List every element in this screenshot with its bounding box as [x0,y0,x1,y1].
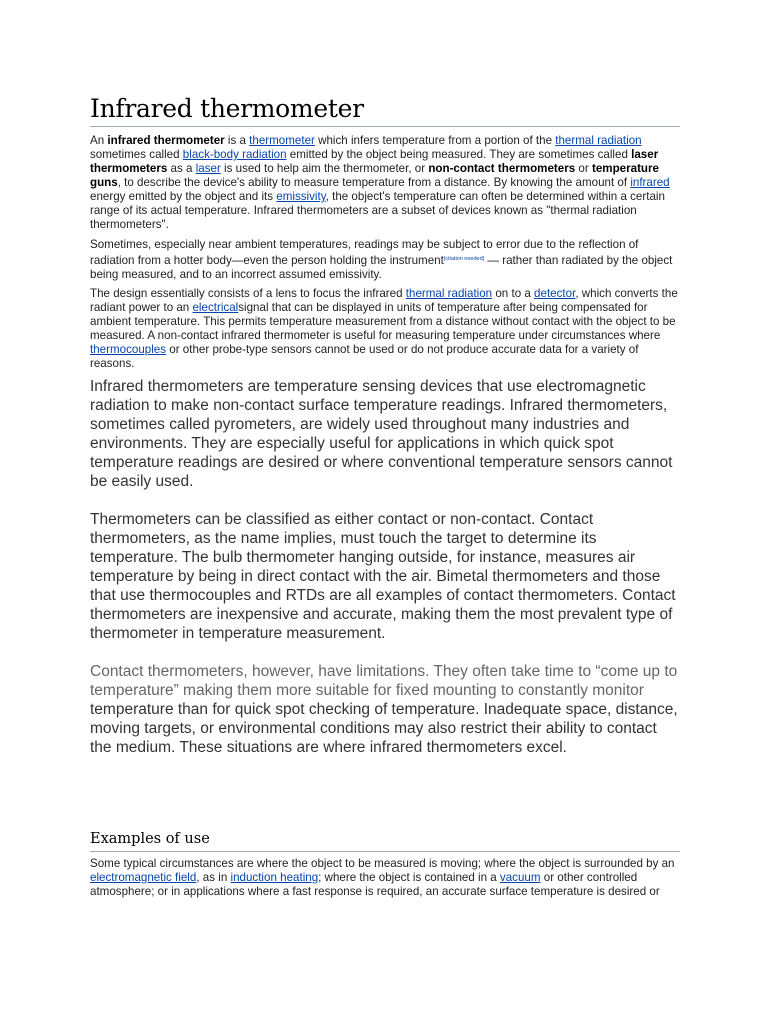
limitations-lead: Contact thermometers, however, have limitations. They often take time to “come up to temperature” making them more suitable for fixed mounting to constantly monitor [90,663,678,699]
page-title: Infrared thermometer [90,0,680,127]
link-laser[interactable]: laser [195,162,221,175]
article [90,0,680,899]
term-temperature-guns: temperature guns [90,162,659,189]
intro-paragraph: An infrared thermometer is a thermometer which infers temperature from a portion of the thermal radiation sometimes called black-body radiation emitted by the object being measured. They are sometimes called laser thermometers as a laser is used to help aim the thermometer, or non-contact thermometers or temperature guns, to describe the device's ability to measure temperature from a distance. By knowing the amount of infrared energy emitted by the object and its emissivity, the object's temperature can often be determined within a certain range of its actual temperature. Infrared thermometers are a subset of devices known as "thermal radiation thermometers". [90,134,670,231]
link-infrared[interactable]: infrared [630,176,670,189]
link-induction-heating[interactable]: induction heating [230,871,319,884]
link-vacuum[interactable]: vacuum [499,871,541,884]
term-laser-thermometers: laser thermometers [90,148,659,175]
term-infrared-thermometer: infrared thermometer [107,134,225,147]
link-electromagnetic-field[interactable]: electromagnetic field [90,871,197,884]
link-electrical[interactable]: electrical [192,301,239,314]
limitations-paragraph: Contact thermometers, however, have limitations. They often take time to “come up to temperature” making them more suitable for fixed mounting to constantly monitor temperature than for quick spot checking of temperature. Inadequate space, distance, moving targets, or environmental conditions may also restrict their ability to contact the medium. These situations are where infrared thermometers excel. [90,663,678,756]
examples-paragraph: Some typical circumstances are where the object to be measured is moving; where the object is surrounded by an electromagnetic field, as in induction heating; where the object is contained in a vacuum or other controlled atmosphere; or in applications where a fast response is required, an accurate surface temperature is desired or [90,857,675,898]
error-paragraph: Sometimes, especially near ambient temperatures, readings may be subject to error due to the reflection of radiation from a hotter body—even the person holding the instrument[citation needed] — rather than radiated by the object being measured, and to an incorrect assumed emissivity. [90,238,673,281]
section-heading-examples: Examples of use [90,830,680,852]
term-non-contact-thermometers: non-contact thermometers [428,162,576,175]
link-black-body-radiation[interactable]: black-body radiation [182,148,287,161]
link-thermometer[interactable]: thermometer [249,134,315,147]
overview-paragraph: Infrared thermometers are temperature sensing devices that use electromagnetic radiation to make non-contact surface temperature readings. Infrared thermometers, sometimes called pyrometers, are widely used throughout many industries and environments. They are especially useful for applications in which quick spot temperature readings are desired or where conventional temperature sensors cannot be easily used. [90,378,673,490]
citation-needed-link[interactable]: [citation needed] [443,256,485,262]
link-thermal-radiation-2[interactable]: thermal radiation [405,287,493,300]
link-thermal-radiation[interactable]: thermal radiation [555,134,642,147]
classification-paragraph: Thermometers can be classified as either contact or non-contact. Contact thermometers, as the name implies, must touch the target to determine its temperature. The bulb thermometer hanging outside, for instance, measures air temperature by being in direct contact with the air. Bimetal thermometers and those that use thermocouples and RTDs are all examples of contact thermometers. Contact thermometers are inexpensive and accurate, making them the most prevalent type of thermometer in temperature measurement. [90,511,676,642]
link-thermocouples[interactable]: thermocouples [90,343,167,356]
link-emissivity[interactable]: emissivity [276,190,326,203]
link-detector[interactable]: detector [534,287,576,300]
design-paragraph: The design essentially consists of a lens to focus the infrared thermal radiation on to a detector, which converts the radiant power to an electricalsignal that can be displayed in units of temperature after being compensated for ambient temperature. This permits temperature measurement from a distance without contact with the object to be measured. A non-contact infrared thermometer is useful for measuring temperature under circumstances where thermocouples or other probe-type sensors cannot be used or do not produce accurate data for a variety of reasons. [90,287,678,370]
